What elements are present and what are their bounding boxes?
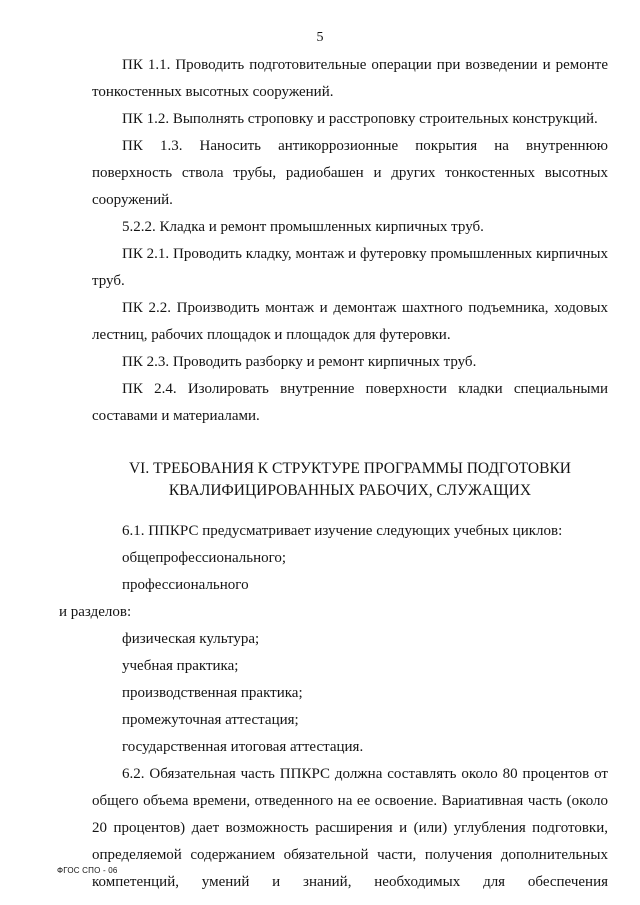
list-item-cycle: общепрофессионального;	[122, 550, 287, 566]
paragraph-pk-1-1: ПК 1.1. Проводить подготовительные операции при возведении и ремонте тонкостенных высотных сооружений.	[92, 57, 608, 100]
list-item-section: производственная практика;	[122, 685, 303, 701]
paragraph-pk-2-3: ПК 2.3. Проводить разборку и ремонт кирпичных труб.	[122, 354, 477, 370]
paragraph-pk-1-3: ПК 1.3. Наносить антикоррозионные покрытия на внутреннюю поверхность ствола трубы, радиобашен и других тонкостенных высотных сооружений.	[92, 138, 608, 208]
footer-label: ФГОС СПО - 06	[57, 866, 118, 875]
list-item-section: учебная практика;	[122, 658, 239, 674]
paragraph-pk-2-4: ПК 2.4. Изолировать внутренние поверхности кладки специальными составами и материалами.	[92, 381, 608, 424]
list-item-section: промежуточная аттестация;	[122, 712, 299, 728]
section-title-line-1: VI. ТРЕБОВАНИЯ К СТРУКТУРЕ ПРОГРАММЫ ПОДГОТОВКИ	[128, 460, 571, 477]
page-number: 5	[316, 30, 324, 45]
paragraph-pk-2-2: ПК 2.2. Производить монтаж и демонтаж шахтного подъемника, ходовых лестниц, рабочих площадок и площадок для футеровки.	[92, 300, 608, 343]
section-title	[92, 458, 608, 502]
section-title-line-2: КВАЛИФИЦИРОВАННЫХ РАБОЧИХ, СЛУЖАЩИХ	[168, 482, 532, 499]
paragraph-5-2-2: 5.2.2. Кладка и ремонт промышленных кирпичных труб.	[122, 219, 484, 235]
and-sections-label: и разделов:	[59, 604, 132, 620]
paragraph-6-1: 6.1. ППКРС предусматривает изучение следующих учебных циклов:	[122, 523, 563, 539]
paragraph-pk-2-1: ПК 2.1. Проводить кладку, монтаж и футеровку промышленных кирпичных труб.	[92, 246, 608, 289]
paragraph-pk-1-2: ПК 1.2. Выполнять строповку и расстроповку строительных конструкций.	[122, 111, 598, 127]
list-item-section: физическая культура;	[122, 631, 260, 647]
list-item-section: государственная итоговая аттестация.	[122, 739, 364, 755]
paragraph-6-2: 6.2. Обязательная часть ППКРС должна составлять около 80 процентов от общего объема времени, отведенного на ее освоение. Вариативная часть (около 20 процентов) дает возможность расширения и (или) углубления подготовки, определяемой содержанием обязательной части, получения дополнительных компетенций, умений и знаний, необходимых для обеспечения	[92, 766, 608, 890]
list-item-cycle: профессионального	[122, 577, 249, 593]
